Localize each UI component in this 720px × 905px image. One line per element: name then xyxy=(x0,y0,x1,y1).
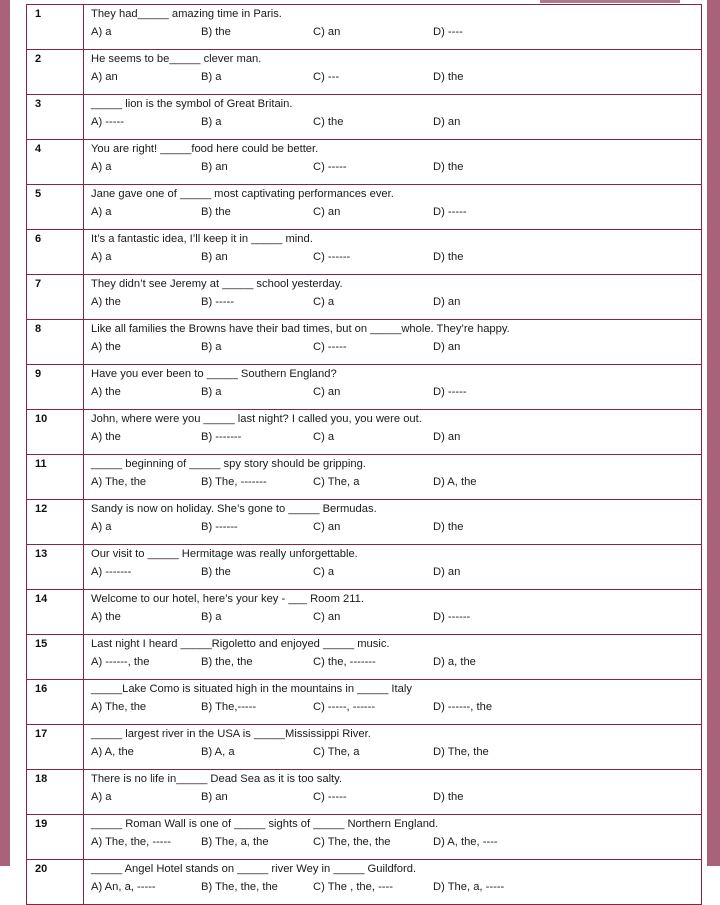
option-b: B) The, ------- xyxy=(201,476,267,488)
question-text: _____ largest river in the USA is _____Mississippi River. xyxy=(91,728,371,740)
answer-options xyxy=(91,610,701,625)
question-row xyxy=(27,635,702,680)
question-cell xyxy=(84,545,702,590)
question-text: _____ Roman Wall is one of _____ sights of _____ Northern England. xyxy=(91,818,439,830)
option-c: C) -----, ------ xyxy=(313,701,376,713)
option-d: D) ----- xyxy=(433,206,467,218)
option-d: D) the xyxy=(433,161,464,173)
option-d: D) an xyxy=(433,116,461,128)
question-row xyxy=(27,50,702,95)
question-number: 10 xyxy=(27,410,84,455)
question-number: 11 xyxy=(27,455,84,500)
question-number: 3 xyxy=(27,95,84,140)
question-number: 7 xyxy=(27,275,84,320)
question-row xyxy=(27,590,702,635)
question-number: 19 xyxy=(27,815,84,860)
question-text: Welcome to our hotel, here’s your key - ___ Room 211. xyxy=(91,593,364,605)
question-number: 20 xyxy=(27,860,84,905)
option-a: A) An, a, ----- xyxy=(91,881,156,893)
question-cell xyxy=(84,815,702,860)
question-number: 9 xyxy=(27,365,84,410)
question-text: Like all families the Browns have their bad times, but on _____whole. They’re happy. xyxy=(91,323,510,335)
option-c: C) an xyxy=(313,521,341,533)
question-text: Have you ever been to _____ Southern England? xyxy=(91,368,337,380)
question-cell xyxy=(84,455,702,500)
option-d: D) The, the xyxy=(433,746,489,758)
question-row xyxy=(27,725,702,770)
question-row xyxy=(27,545,702,590)
option-b: B) ----- xyxy=(201,296,234,308)
question-row xyxy=(27,230,702,275)
option-d: D) the xyxy=(433,791,464,803)
question-cell xyxy=(84,95,702,140)
option-d: D) the xyxy=(433,251,464,263)
option-a: A) The, the xyxy=(91,701,147,713)
answer-options xyxy=(91,160,701,175)
question-text: Jane gave one of _____ most captivating performances ever. xyxy=(91,188,394,200)
question-row xyxy=(27,860,702,905)
answer-options xyxy=(91,385,701,400)
answer-options xyxy=(91,655,701,670)
answer-options xyxy=(91,205,701,220)
question-row xyxy=(27,815,702,860)
option-d: D) ---- xyxy=(433,26,463,38)
page-edge-left xyxy=(0,0,10,866)
option-a: A) a xyxy=(91,251,112,263)
option-b: B) a xyxy=(201,71,222,83)
question-cell xyxy=(84,185,702,230)
option-a: A) a xyxy=(91,26,112,38)
option-b: B) an xyxy=(201,161,228,173)
option-d: D) an xyxy=(433,566,461,578)
option-a: A) The, the, ----- xyxy=(91,836,171,848)
option-a: A) the xyxy=(91,341,121,353)
page-edge-right xyxy=(707,0,720,866)
question-cell xyxy=(84,410,702,455)
option-a: A) A, the xyxy=(91,746,134,758)
question-cell xyxy=(84,230,702,275)
option-c: C) a xyxy=(313,296,335,308)
option-b: B) an xyxy=(201,791,228,803)
question-cell xyxy=(84,725,702,770)
quiz-table xyxy=(26,4,702,905)
answer-options xyxy=(91,340,701,355)
option-a: A) the xyxy=(91,431,121,443)
answer-options xyxy=(91,565,701,580)
option-b: B) a xyxy=(201,386,222,398)
question-text: They didn’t see Jeremy at _____ school yesterday. xyxy=(91,278,343,290)
question-number: 18 xyxy=(27,770,84,815)
answer-options xyxy=(91,520,701,535)
option-b: B) the xyxy=(201,206,231,218)
option-c: C) an xyxy=(313,386,341,398)
option-a: A) ------- xyxy=(91,566,132,578)
option-c: C) The, a xyxy=(313,746,360,758)
option-c: C) an xyxy=(313,26,341,38)
option-c: C) an xyxy=(313,611,341,623)
option-b: B) The,----- xyxy=(201,701,257,713)
question-number: 14 xyxy=(27,590,84,635)
option-a: A) a xyxy=(91,206,112,218)
option-c: C) the xyxy=(313,116,344,128)
question-text: He seems to be_____ clever man. xyxy=(91,53,262,65)
question-row xyxy=(27,185,702,230)
question-row xyxy=(27,410,702,455)
option-d: D) The, a, ----- xyxy=(433,881,505,893)
question-number: 15 xyxy=(27,635,84,680)
question-number: 17 xyxy=(27,725,84,770)
option-a: A) ------, the xyxy=(91,656,150,668)
option-c: C) ----- xyxy=(313,161,347,173)
question-row xyxy=(27,275,702,320)
option-b: B) ------ xyxy=(201,521,238,533)
option-c: C) the, ------- xyxy=(313,656,376,668)
option-a: A) a xyxy=(91,161,112,173)
question-text: _____ lion is the symbol of Great Britain. xyxy=(91,98,293,110)
answer-options xyxy=(91,880,701,895)
option-d: D) an xyxy=(433,431,461,443)
question-number: 6 xyxy=(27,230,84,275)
option-b: B) ------- xyxy=(201,431,242,443)
question-cell xyxy=(84,590,702,635)
option-c: C) an xyxy=(313,206,341,218)
question-cell xyxy=(84,680,702,725)
question-row xyxy=(27,455,702,500)
option-d: D) A, the xyxy=(433,476,477,488)
question-number: 12 xyxy=(27,500,84,545)
worksheet xyxy=(10,0,707,893)
option-d: D) an xyxy=(433,341,461,353)
question-text: You are right! _____food here could be better. xyxy=(91,143,319,155)
question-cell xyxy=(84,140,702,185)
option-c: C) The, a xyxy=(313,476,360,488)
question-row xyxy=(27,5,702,50)
answer-options xyxy=(91,790,701,805)
question-text: John, where were you _____ last night? I called you, you were out. xyxy=(91,413,422,425)
question-row xyxy=(27,140,702,185)
question-text: It’s a fantastic idea, I’ll keep it in _____ mind. xyxy=(91,233,313,245)
answer-options xyxy=(91,700,701,715)
question-cell xyxy=(84,50,702,95)
question-cell xyxy=(84,500,702,545)
question-cell xyxy=(84,5,702,50)
question-cell xyxy=(84,365,702,410)
option-b: B) The, a, the xyxy=(201,836,269,848)
question-text: They had_____ amazing time in Paris. xyxy=(91,8,282,20)
option-a: A) an xyxy=(91,71,118,83)
question-text: Sandy is now on holiday. She’s gone to _____ Bermudas. xyxy=(91,503,377,515)
option-b: B) the xyxy=(201,566,231,578)
option-b: B) the, the xyxy=(201,656,253,668)
option-a: A) the xyxy=(91,296,121,308)
option-d: D) an xyxy=(433,296,461,308)
top-rule xyxy=(540,0,680,3)
option-d: D) a, the xyxy=(433,656,476,668)
option-a: A) the xyxy=(91,611,121,623)
option-a: A) a xyxy=(91,791,112,803)
option-b: B) the xyxy=(201,26,231,38)
question-row xyxy=(27,95,702,140)
question-text: Our visit to _____ Hermitage was really unforgettable. xyxy=(91,548,358,560)
option-b: B) The, the, the xyxy=(201,881,278,893)
question-number: 2 xyxy=(27,50,84,95)
question-number: 4 xyxy=(27,140,84,185)
option-b: B) a xyxy=(201,611,222,623)
question-number: 1 xyxy=(27,5,84,50)
option-d: D) A, the, ---- xyxy=(433,836,498,848)
answer-options xyxy=(91,250,701,265)
question-cell xyxy=(84,770,702,815)
option-d: D) the xyxy=(433,71,464,83)
option-c: C) ----- xyxy=(313,341,347,353)
option-d: D) ------, the xyxy=(433,701,493,713)
question-row xyxy=(27,770,702,815)
option-c: C) ------ xyxy=(313,251,351,263)
answer-options xyxy=(91,475,701,490)
question-row xyxy=(27,500,702,545)
option-b: B) a xyxy=(201,116,222,128)
option-d: D) the xyxy=(433,521,464,533)
question-text: _____ beginning of _____ spy story should be gripping. xyxy=(91,458,366,470)
option-d: D) ----- xyxy=(433,386,467,398)
question-number: 8 xyxy=(27,320,84,365)
answer-options xyxy=(91,115,701,130)
option-c: C) The , the, ---- xyxy=(313,881,393,893)
option-b: B) an xyxy=(201,251,228,263)
option-b: B) A, a xyxy=(201,746,235,758)
question-number: 5 xyxy=(27,185,84,230)
option-a: A) the xyxy=(91,386,121,398)
question-cell xyxy=(84,635,702,680)
option-a: A) a xyxy=(91,521,112,533)
question-text: _____Lake Como is situated high in the mountains in _____ Italy xyxy=(91,683,412,695)
question-row xyxy=(27,680,702,725)
answer-options xyxy=(91,70,701,85)
question-cell xyxy=(84,860,702,905)
question-cell xyxy=(84,275,702,320)
question-text: There is no life in_____ Dead Sea as it is too salty. xyxy=(91,773,343,785)
question-number: 13 xyxy=(27,545,84,590)
option-c: C) ----- xyxy=(313,791,347,803)
question-row xyxy=(27,320,702,365)
question-number: 16 xyxy=(27,680,84,725)
quiz-table-body xyxy=(27,5,702,905)
option-b: B) a xyxy=(201,341,222,353)
answer-options xyxy=(91,25,701,40)
option-c: C) a xyxy=(313,431,335,443)
answer-options xyxy=(91,745,701,760)
answer-options xyxy=(91,430,701,445)
option-c: C) a xyxy=(313,566,335,578)
option-c: C) The, the, the xyxy=(313,836,391,848)
question-text: Last night I heard _____Rigoletto and enjoyed _____ music. xyxy=(91,638,390,650)
question-text: _____ Angel Hotel stands on _____ river Wey in _____ Guildford. xyxy=(91,863,417,875)
question-cell xyxy=(84,320,702,365)
answer-options xyxy=(91,835,701,850)
answer-options xyxy=(91,295,701,310)
question-row xyxy=(27,365,702,410)
option-c: C) --- xyxy=(313,71,340,83)
option-a: A) The, the xyxy=(91,476,147,488)
option-d: D) ------ xyxy=(433,611,471,623)
option-a: A) ----- xyxy=(91,116,124,128)
